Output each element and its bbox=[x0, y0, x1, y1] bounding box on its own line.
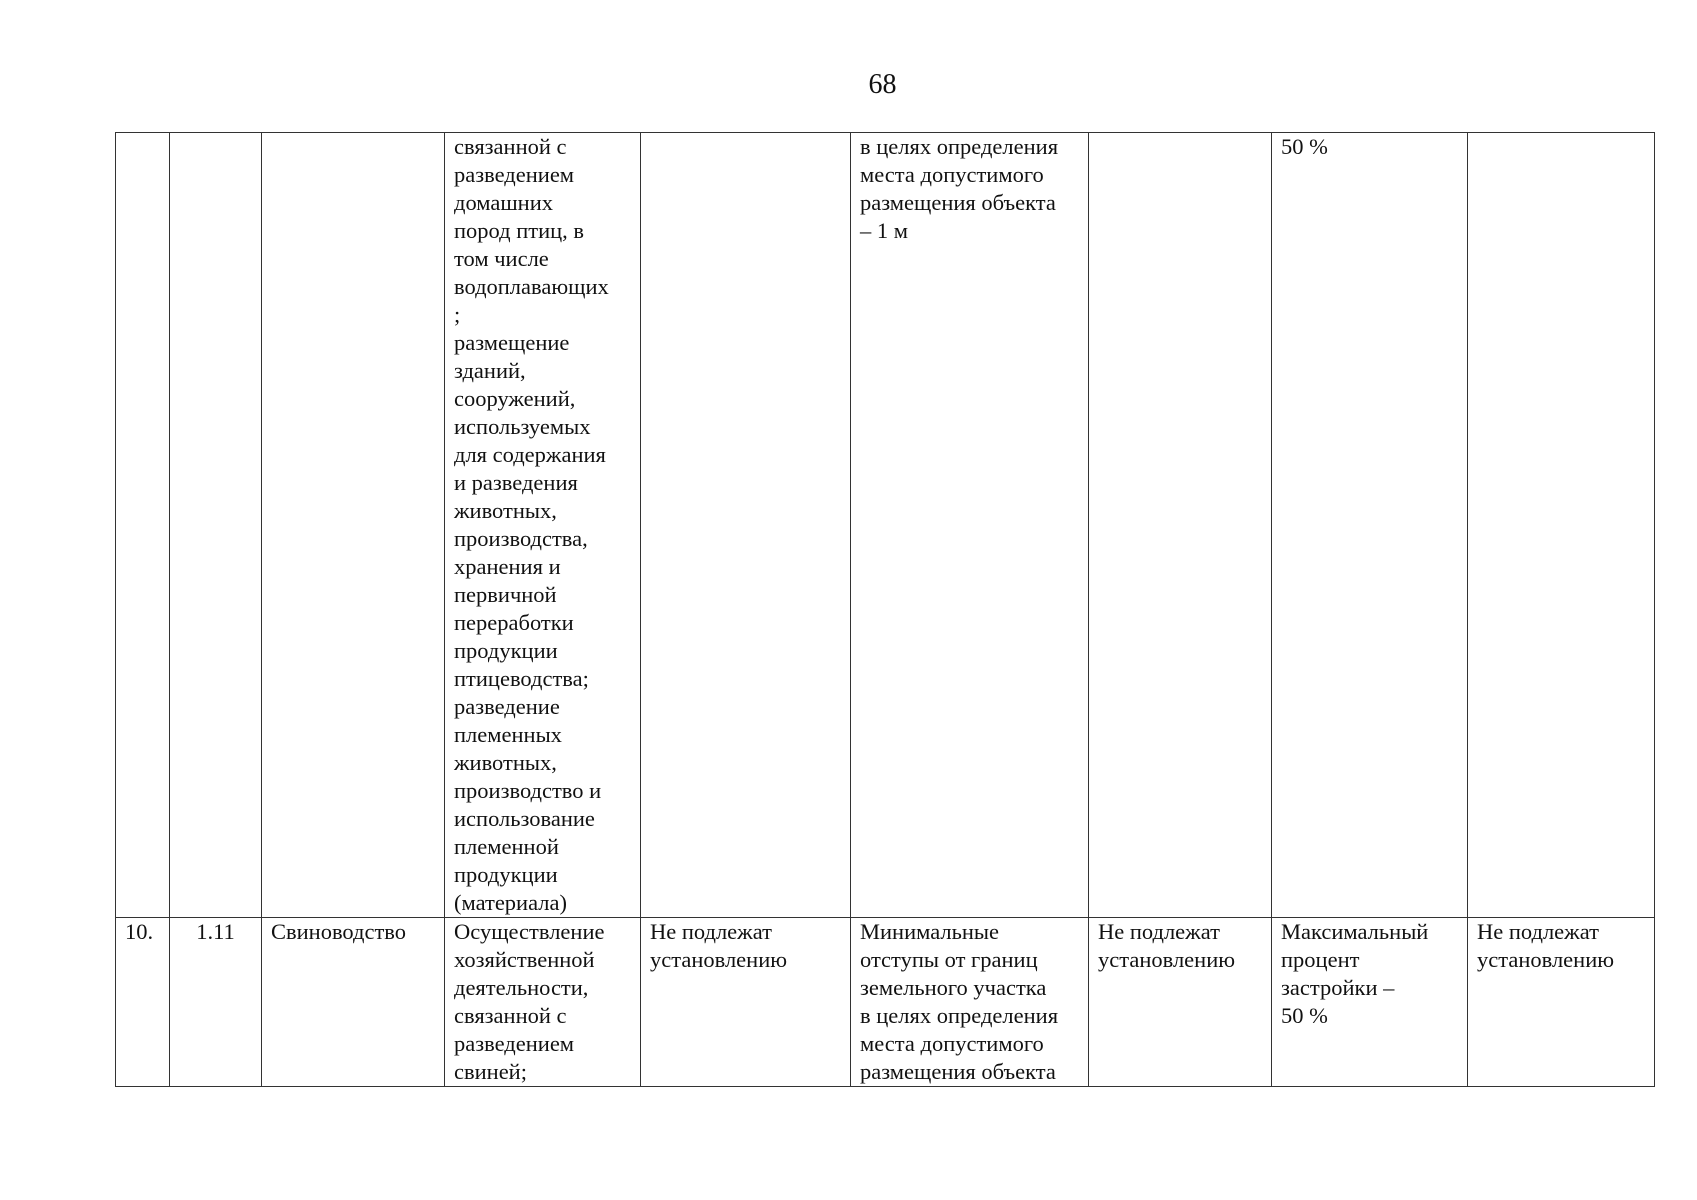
cell-coverage: 50 % bbox=[1272, 133, 1468, 918]
cell-description-text: Осуществление хозяйственной деятельности, связанной с разведением свиней; bbox=[454, 919, 605, 1084]
regulations-table bbox=[115, 132, 1655, 1087]
cell-setbacks-text: Минимальные отступы от границ земельного участка в целях определения места допустимого размещения объекта bbox=[860, 919, 1059, 1084]
cell-description bbox=[445, 918, 641, 1087]
cell-col5 bbox=[641, 918, 851, 1087]
cell-name bbox=[262, 918, 445, 1087]
cell-name-text: Свиноводство bbox=[271, 919, 407, 944]
table-row-continuation bbox=[116, 133, 1655, 918]
cell-col9 bbox=[1468, 133, 1655, 918]
cell-num bbox=[116, 133, 170, 918]
table-row-10 bbox=[116, 918, 1655, 1087]
cell-col7-text: Не подлежат установлению bbox=[1098, 919, 1236, 972]
cell-col9-text: Не подлежат установлению bbox=[1477, 919, 1615, 972]
cell-col5 bbox=[641, 133, 851, 918]
cell-col9 bbox=[1468, 918, 1655, 1087]
cell-col7 bbox=[1089, 918, 1272, 1087]
cell-setbacks: в целях определения места допустимого размещения объекта – 1 м bbox=[851, 133, 1089, 918]
page-number: 68 bbox=[868, 69, 897, 100]
cell-setbacks bbox=[851, 918, 1089, 1087]
cell-coverage-text: Максимальный процент застройки – 50 % bbox=[1281, 919, 1429, 1028]
cell-code bbox=[170, 133, 262, 918]
cell-col7 bbox=[1089, 133, 1272, 918]
cell-num-text: 10. bbox=[125, 919, 154, 944]
cell-name bbox=[262, 133, 445, 918]
cell-col5-text: Не подлежат установлению bbox=[650, 919, 788, 972]
cell-num bbox=[116, 918, 170, 1087]
cell-coverage bbox=[1272, 918, 1468, 1087]
cell-code-text: 1.11 bbox=[196, 919, 235, 944]
cell-code bbox=[170, 918, 262, 1087]
cell-description: связанной с разведением домашних пород птиц, в том числе водоплавающих ; размещение зданий, сооружений, используемых для содержания и разведения животных, производства, хранения и первичной переработки продукции птицеводства; разведение племенных животных, производство и использование племенной продукции (материала) bbox=[445, 133, 641, 918]
